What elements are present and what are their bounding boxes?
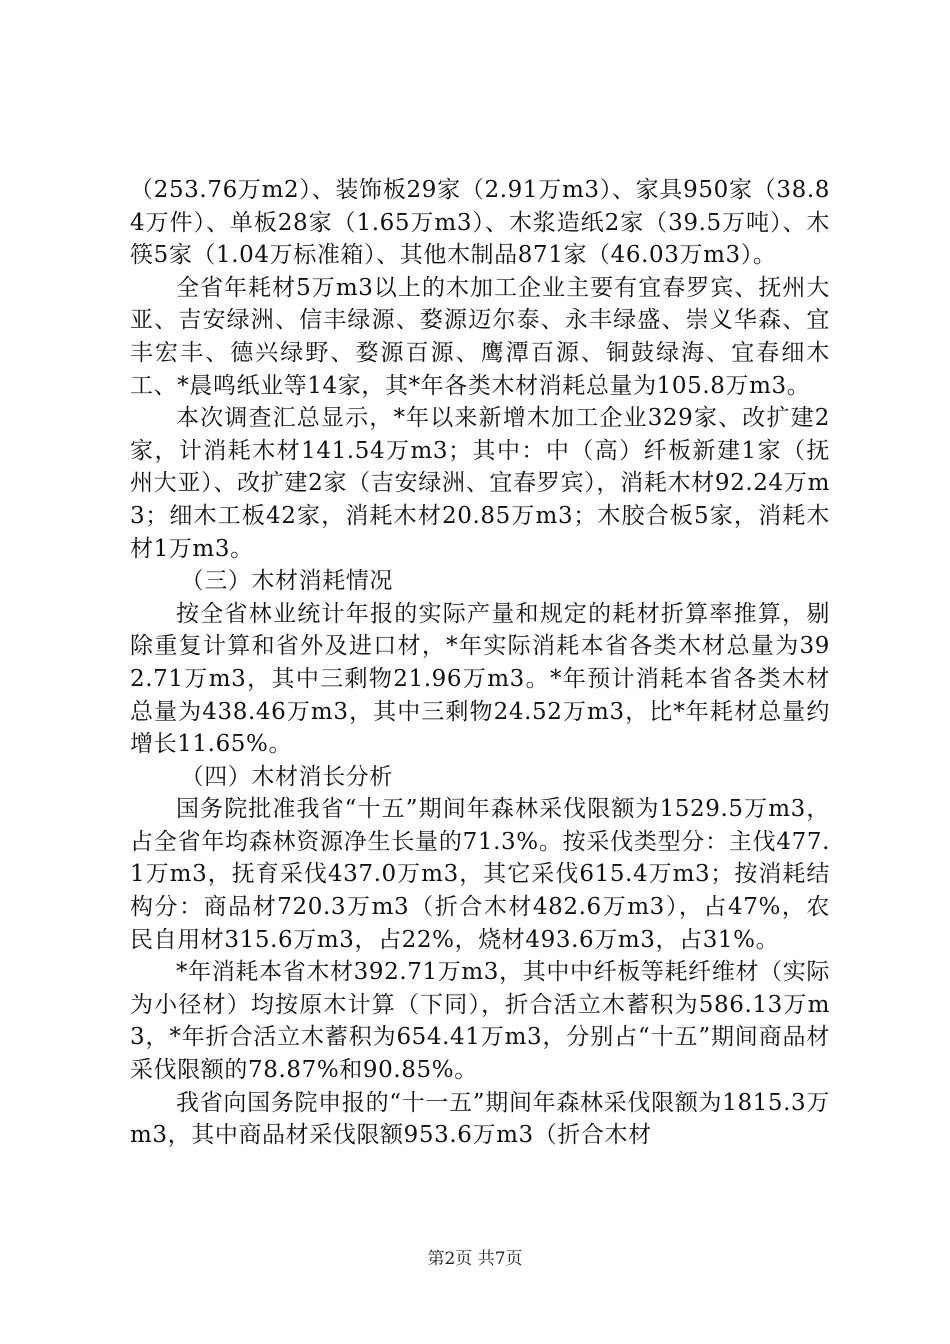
paragraph-standing-stock: *年消耗本省木材392.71万m3，其中中纤板等耗纤维材（实际为小径材）均按原木计算（下同），折合活立木蓄积为586.13万m3，*年折合活立木蓄积为654.41万m3，分别占“十五”期间商品材采伐限额的78.87%和90.85%。 [130,959,830,1084]
section-heading-consumption: （三）木材消耗情况 [180,568,393,595]
page-number-footer: 第2页 共7页 [427,1249,523,1269]
paragraph-consumption: 按全省林业统计年报的实际产量和规定的耗材折算率推算，剔除重复计算和省外及进口材，*年实际消耗本省各类木材总量为392.71万m3，其中三剩物21.96万m3。*年预计消耗本省各类木材总量为438.46万m3，其中三剩物24.52万m3，比*年耗材总量约增长11.65%。 [130,600,830,758]
section-heading-analysis: （四）木材消长分析 [180,763,393,790]
paragraph-continued: （253.76万m2）、装饰板29家（2.91万m3）、家具950家（38.84万件）、单板28家（1.65万m3）、木浆造纸2家（39.5万吨）、木筷5家（1.04万标准箱）、其他木制品871家（46.03万m3）。 [130,177,830,269]
paragraph-quota: 国务院批准我省“十五”期间年森林采伐限额为1529.5万m3，占全省年均森林资源净生长量的71.3%。按采伐类型分：主伐477.1万m3，抚育采伐437.0万m3，其它采伐615.4万m3；按消耗结构分：商品材720.3万m3（折合木材482.6万m3），占47%，农民自用材315.6万m3，占22%，烧材493.6万m3，占31%。 [130,796,830,953]
paragraph-new-enterprises: 本次调查汇总显示，*年以来新增木加工企业329家、改扩建2家，计消耗木材141.54万m3；其中：中（高）纤板新建1家（抚州大亚）、改扩建2家（吉安绿洲、宜春罗宾），消耗木材92.24万m3；细木工板42家，消耗木材20.85万m3；木胶合板5家，消耗木材1万m3。 [130,405,830,562]
paragraph-large-enterprises: 全省年耗材5万m3以上的木加工企业主要有宜春罗宾、抚州大亚、吉安绿洲、信丰绿源、婺源迈尔泰、永丰绿盛、崇义华森、宜丰宏丰、德兴绿野、婺源百源、鹰潭百源、铜鼓绿海、宜春细木工、*晨鸣纸业等14家，其*年各类木材消耗总量为105.8万m3。 [130,274,830,399]
paragraph-eleventh-plan: 我省向国务院申报的“十一五”期间年森林采伐限额为1815.3万m3，其中商品材采伐限额953.6万m3（折合木材 [130,1089,830,1149]
document-body [130,174,830,1152]
